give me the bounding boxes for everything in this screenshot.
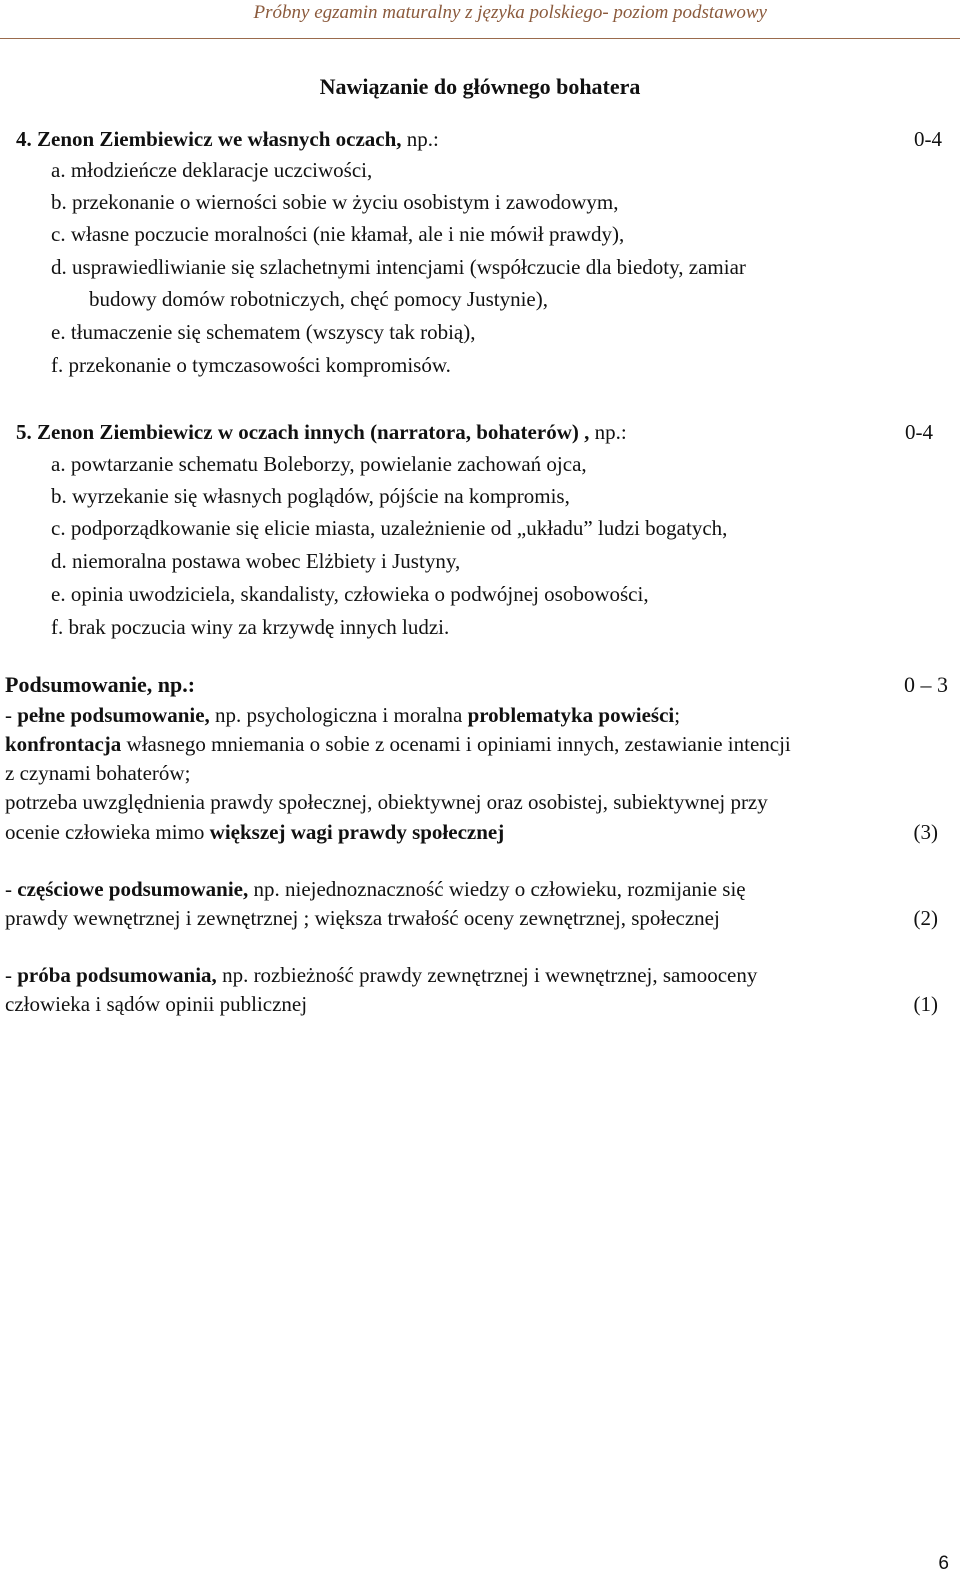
- item4-score: 0-4: [914, 127, 942, 151]
- list-item: c. własne poczucie moralności (nie kłamał, ale i nie mówił prawdy),: [51, 222, 625, 246]
- summary-attempt-line2: człowieka i sądów opinii publicznej: [5, 992, 308, 1016]
- text: np. niejednoznaczność wiedzy o człowieku, rozmijanie się: [248, 877, 746, 901]
- item4-heading: Zenon Ziembiewicz we własnych oczach,: [37, 127, 402, 151]
- summary-score: 0 – 3: [904, 672, 948, 697]
- summary-partial-line2: prawdy wewnętrznej i zewnętrznej ; większa trwałość oceny zewnętrznej, społecznej: [5, 906, 720, 930]
- list-item: f. brak poczucia winy za krzywdę innych ludzi.: [51, 615, 450, 639]
- list-item: f. przekonanie o tymczasowości kompromisów.: [51, 353, 451, 377]
- summary-heading: Podsumowanie, np.:: [5, 672, 196, 697]
- list-item: d. niemoralna postawa wobec Elżbiety i Justyny,: [51, 549, 461, 573]
- summary-attempt-line1: [5, 963, 757, 988]
- attempt-summary-points: (1): [913, 992, 938, 1016]
- text: ;: [674, 703, 681, 727]
- item5-np: np.:: [589, 420, 627, 444]
- summary-full-line2: [5, 732, 791, 757]
- item4-np: np.:: [401, 127, 439, 151]
- summary-full-line5: [5, 820, 504, 845]
- bold-text: konfrontacja: [5, 732, 122, 756]
- list-item: a. młodzieńcze deklaracje uczciwości,: [51, 158, 373, 182]
- item4-heading-line: [16, 127, 439, 152]
- list-item: c. podporządkowanie się elicie miasta, uzależnienie od „układu” ludzi bogatych,: [51, 516, 728, 540]
- list-item: e. opinia uwodziciela, skandalisty, człowieka o podwójnej osobowości,: [51, 582, 649, 606]
- list-item: b. wyrzekanie się własnych poglądów, pójście na kompromis,: [51, 484, 570, 508]
- list-item: a. powtarzanie schematu Boleborzy, powielanie zachowań ojca,: [51, 452, 587, 476]
- bold-text: problematyka powieści: [467, 703, 675, 727]
- text: np. rozbieżność prawdy zewnętrznej i wewnętrznej, samooceny: [216, 963, 758, 987]
- section-title: Nawiązanie do głównego bohatera: [319, 74, 641, 99]
- text: ocenie człowieka mimo: [5, 820, 210, 844]
- list-item: d. usprawiedliwianie się szlachetnymi intencjami (współczucie dla biedoty, zamiar: [51, 255, 746, 279]
- header-title: Próbny egzamin maturalny z języka polskiego- poziom podstawowy: [253, 2, 767, 23]
- item5-heading: Zenon Ziembiewicz w oczach innych (narratora, bohaterów) ,: [37, 420, 590, 444]
- partial-summary-points: (2): [913, 906, 938, 930]
- summary-full-line4: potrzeba uwzględnienia prawdy społecznej, obiektywnej oraz osobistej, subiektywnej przy: [5, 790, 768, 814]
- list-item: e. tłumaczenie się schematem (wszyscy tak robią),: [51, 320, 476, 344]
- summary-full-line1: [5, 703, 680, 728]
- list-item: b. przekonanie o wierności sobie w życiu osobistym i zawodowym,: [51, 190, 619, 214]
- bold-text: większej wagi prawdy społecznej: [209, 820, 505, 844]
- text: własnego mniemania o sobie z ocenami i opiniami innych, zestawianie intencji: [121, 732, 791, 756]
- dash: -: [5, 703, 18, 727]
- attempt-summary-label: próba podsumowania,: [17, 963, 217, 987]
- item4-number: 4.: [16, 127, 32, 151]
- dash: -: [5, 877, 18, 901]
- summary-full-line3: z czynami bohaterów;: [5, 761, 191, 785]
- item5-heading-line: [16, 420, 627, 445]
- full-summary-points: (3): [913, 820, 938, 844]
- full-summary-label: pełne podsumowanie,: [17, 703, 210, 727]
- item5-score: 0-4: [905, 420, 933, 444]
- text: np. psychologiczna i moralna: [209, 703, 468, 727]
- dash: -: [5, 963, 18, 987]
- partial-summary-label: częściowe podsumowanie,: [17, 877, 249, 901]
- page-header: [0, 0, 960, 39]
- list-item-continuation: budowy domów robotniczych, chęć pomocy Justynie),: [89, 287, 548, 311]
- page-number: 6: [938, 1553, 949, 1574]
- item5-number: 5.: [16, 420, 32, 444]
- summary-partial-line1: [5, 877, 746, 902]
